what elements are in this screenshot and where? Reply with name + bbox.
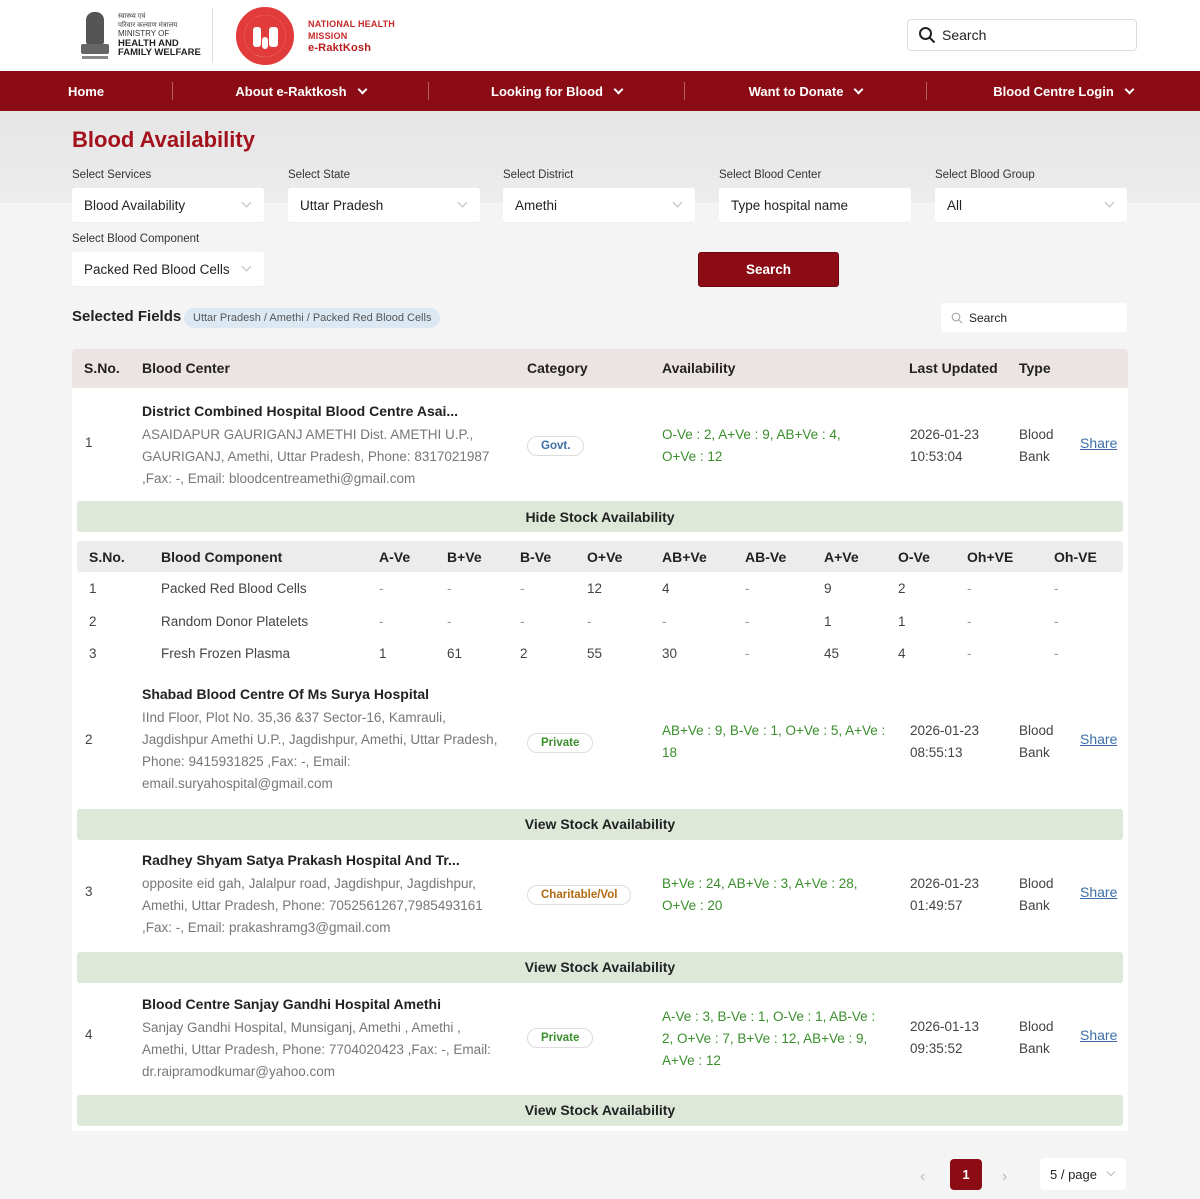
selected-fields-label: Selected Fields [72, 308, 182, 325]
nav-want-to-donate[interactable]: Want to Donate [685, 71, 926, 111]
type-text: Blood Bank [1019, 427, 1054, 464]
share-link[interactable]: Share [1080, 435, 1118, 451]
col-availability: Availability [662, 360, 736, 376]
nav-home[interactable]: Home [67, 83, 105, 99]
last-updated: 2026-01-23 08:55:13 [910, 722, 980, 760]
blood-center-name: Blood Centre Sanjay Gandhi Hospital Amethi [142, 995, 441, 1012]
blood-center-address: ASAIDAPUR GAURIGANJ AMETHI Dist. AMETHI U.P., GAURIGANJ, Amethi, Uttar Pradesh, Phone: 8317021987 ,Fax: -, Email: bloodcentreamethi@gmail.com [142, 427, 490, 486]
chevron-down-icon [1107, 1168, 1115, 1176]
component-select[interactable]: Packed Red Blood Cells [72, 252, 264, 286]
view-stock-availability-button[interactable]: View Stock Availability [77, 809, 1123, 840]
col-type: Type [1019, 360, 1051, 376]
availability-text: A-Ve : 3, B-Ve : 1, O-Ve : 1, AB-Ve : 2, O+Ve : 7, B+Ve : 12, AB+Ve : 9, A+Ve : 12 [662, 1008, 876, 1068]
nhm-logo[interactable] [236, 7, 395, 65]
ministry-name: स्वास्थ्य एवं परिवार कल्याण मंत्रालय MINISTRY OF HEALTH AND FAMILY WELFARE [118, 13, 201, 58]
col-category: Category [527, 360, 588, 376]
header-divider [212, 8, 213, 63]
prev-page-button[interactable]: ‹ [920, 1168, 926, 1185]
stock-row: 2 Random Donor Platelets - - - - - - 1 1 - - [89, 613, 1059, 629]
availability-text: B+Ve : 24, AB+Ve : 3, A+Ve : 28, O+Ve : 20 [662, 875, 858, 913]
national-emblem-icon [78, 8, 112, 62]
category-badge: Private [527, 1028, 593, 1048]
page-size-select[interactable]: 5 / page [1040, 1158, 1126, 1190]
table-bottom-padding [72, 1126, 1128, 1131]
availability-text: O-Ve : 2, A+Ve : 9, AB+Ve : 4, O+Ve : 12 [662, 427, 841, 464]
table-row: 4 Blood Centre Sanjay Gandhi Hospital Amethi Sanjay Gandhi Hospital, Munsiganj, Amethi , Amethi , Amethi, Uttar Pradesh, Phone: 7704020423 ,Fax: -, Email: dr.raipramodkumar@yahoo.com Private A-Ve : 3, B-Ve : 1, O-Ve : 1, AB-Ve : 2, O+Ve : 7, B+Ve : 12, AB+Ve : 9, A+Ve : 12 2026-01-13 09:35:52 Blood Bank Share [72, 983, 1128, 1095]
chevron-down-icon [1105, 198, 1115, 208]
ministry-logo[interactable] [78, 8, 201, 62]
blood-center-name: Shabad Blood Centre Of Ms Surya Hospital [142, 685, 430, 702]
share-link[interactable]: Share [1080, 1026, 1118, 1043]
blood-center-name: District Combined Hospital Blood Centre Asai... [142, 403, 459, 419]
blood-center-address: opposite eid gah, Jalalpur road, Jagdishpur, Jagdishpur, Amethi, Uttar Pradesh, Phone: 7052561267,7985493161 ,Fax: -, Email: prakashramg3@gmail.com [142, 875, 483, 935]
category-badge: Charitable/Vol [527, 885, 631, 905]
view-stock-availability-button[interactable]: View Stock Availability [77, 952, 1123, 983]
type-text: Blood Bank [1019, 1018, 1054, 1056]
chevron-down-icon [1124, 84, 1134, 94]
site-header [0, 0, 1200, 71]
search-button[interactable]: Search [698, 252, 839, 287]
category-badge: Private [527, 733, 593, 753]
type-text: Blood Bank [1019, 875, 1054, 913]
blood-center-address: IInd Floor, Plot No. 35,36 &37 Sector-16, Kamrauli, Jagdishpur Amethi U.P., Jagdishpur, Amethi, Uttar Pradesh, Phone: 9415931825 ,Fax: -, Email: email.suryahospital@gmail.com [142, 709, 498, 791]
state-label: Select State [288, 169, 351, 181]
page-title: Blood Availability [72, 127, 255, 152]
availability-text: AB+Ve : 9, B-Ve : 1, O+Ve : 5, A+Ve : 18 [662, 722, 886, 760]
district-select[interactable]: Amethi [503, 188, 695, 222]
col-last-updated: Last Updated [909, 360, 998, 376]
table-search-input[interactable]: Search [941, 303, 1127, 332]
chevron-down-icon [673, 198, 683, 208]
stock-table [77, 541, 1123, 670]
col-sno: S.No. [84, 360, 120, 376]
table-body [72, 388, 1128, 1131]
site-search-input[interactable]: Search [907, 19, 1137, 51]
table-row: 3 Radhey Shyam Satya Prakash Hospital And Tr... opposite eid gah, Jalalpur road, Jagdishpur, Jagdishpur, Amethi, Uttar Pradesh, Phone: 7052561267,7985493161 ,Fax: -, Email: prakashramg3@gmail.com Charitable/Vol B+Ve : 24, AB+Ve : 3, A+Ve : 28, O+Ve : 20 2026-01-23 01:49:57 Blood Bank Share [72, 840, 1128, 952]
next-page-button[interactable]: › [1002, 1168, 1008, 1185]
chevron-down-icon [242, 262, 252, 272]
nav-looking-for-blood[interactable]: Looking for Blood [429, 71, 684, 111]
nhm-name: NATIONAL HEALTH MISSION e-RaktKosh [308, 19, 395, 54]
blood-center-input[interactable]: Type hospital name [719, 188, 911, 222]
page-1-button[interactable]: 1 [950, 1159, 982, 1190]
table-row: 2 Shabad Blood Centre Of Ms Surya Hospital IInd Floor, Plot No. 35,36 &37 Sector-16, Kamrauli, Jagdishpur Amethi U.P., Jagdishpur, Amethi, Uttar Pradesh, Phone: 9415931825 ,Fax: -, Email: email.suryahospital@gmail.com Private AB+Ve : 9, B-Ve : 1, O+Ve : 5, A+Ve : 18 2026-01-23 08:55:13 Blood Bank Share [72, 674, 1128, 809]
type-text: Blood Bank [1019, 722, 1054, 760]
services-select[interactable]: Blood Availability [72, 188, 264, 222]
blood-center-label: Select Blood Center [719, 169, 822, 181]
selected-fields-chip: Uttar Pradesh / Amethi / Packed Red Blood Cells [184, 308, 440, 328]
table-header [72, 349, 1128, 388]
state-select[interactable]: Uttar Pradesh [288, 188, 480, 222]
last-updated: 2026-01-23 10:53:04 [910, 427, 980, 464]
last-updated: 2026-01-13 09:35:52 [910, 1018, 980, 1056]
blood-center-name: Radhey Shyam Satya Prakash Hospital And Tr... [142, 851, 460, 868]
stock-table-header: S.No. Blood Component A-Ve B+Ve B-Ve O+Ve AB+Ve AB-Ve A+Ve O-Ve Oh+VE Oh-VE [77, 541, 1123, 572]
main-nav [0, 71, 1200, 111]
services-label: Select Services [72, 169, 152, 181]
share-link[interactable]: Share [1080, 883, 1118, 900]
chevron-down-icon [854, 84, 864, 94]
view-stock-availability-button[interactable]: View Stock Availability [77, 1095, 1123, 1126]
search-icon [951, 312, 963, 324]
col-blood-center: Blood Center [142, 360, 230, 376]
table-row: 1 District Combined Hospital Blood Centre Asai... ASAIDAPUR GAURIGANJ AMETHI Dist. AMETHI U.P., GAURIGANJ, Amethi, Uttar Pradesh, Phone: 8317021987 ,Fax: -, Email: bloodcentreamethi@gmail.com Govt. O-Ve : 2, A+Ve : 9, AB+Ve : 4, O+Ve : 12 2026-01-23 10:53:04 Blood Bank Share [72, 388, 1128, 501]
chevron-down-icon [614, 84, 624, 94]
search-icon [918, 26, 936, 44]
blood-group-select[interactable]: All [935, 188, 1127, 222]
blood-center-address: Sanjay Gandhi Hospital, Munsiganj, Amethi , Amethi , Amethi, Uttar Pradesh, Phone: 7704020423 ,Fax: -, Email: dr.raipramodkumar@yahoo.com [142, 1019, 491, 1079]
district-label: Select District [503, 169, 574, 181]
stock-row: 1 Packed Red Blood Cells - - - 12 4 - 9 2 - - [89, 581, 1059, 596]
chevron-down-icon [357, 84, 367, 94]
component-label: Select Blood Component [72, 233, 200, 245]
chevron-down-icon [242, 198, 252, 208]
nav-about[interactable]: About e-Raktkosh [173, 71, 428, 111]
stock-row: 3 Fresh Frozen Plasma 1 61 2 55 30 - 45 4 - - [89, 646, 1059, 661]
chevron-down-icon [458, 198, 468, 208]
share-link[interactable]: Share [1080, 730, 1118, 747]
nav-blood-centre-login[interactable]: Blood Centre Login [927, 71, 1199, 111]
nhm-family-icon [236, 7, 300, 65]
hide-stock-availability-button[interactable]: Hide Stock Availability [77, 501, 1123, 532]
category-badge: Govt. [527, 436, 584, 456]
blood-group-label: Select Blood Group [935, 169, 1035, 181]
last-updated: 2026-01-23 01:49:57 [910, 875, 980, 913]
